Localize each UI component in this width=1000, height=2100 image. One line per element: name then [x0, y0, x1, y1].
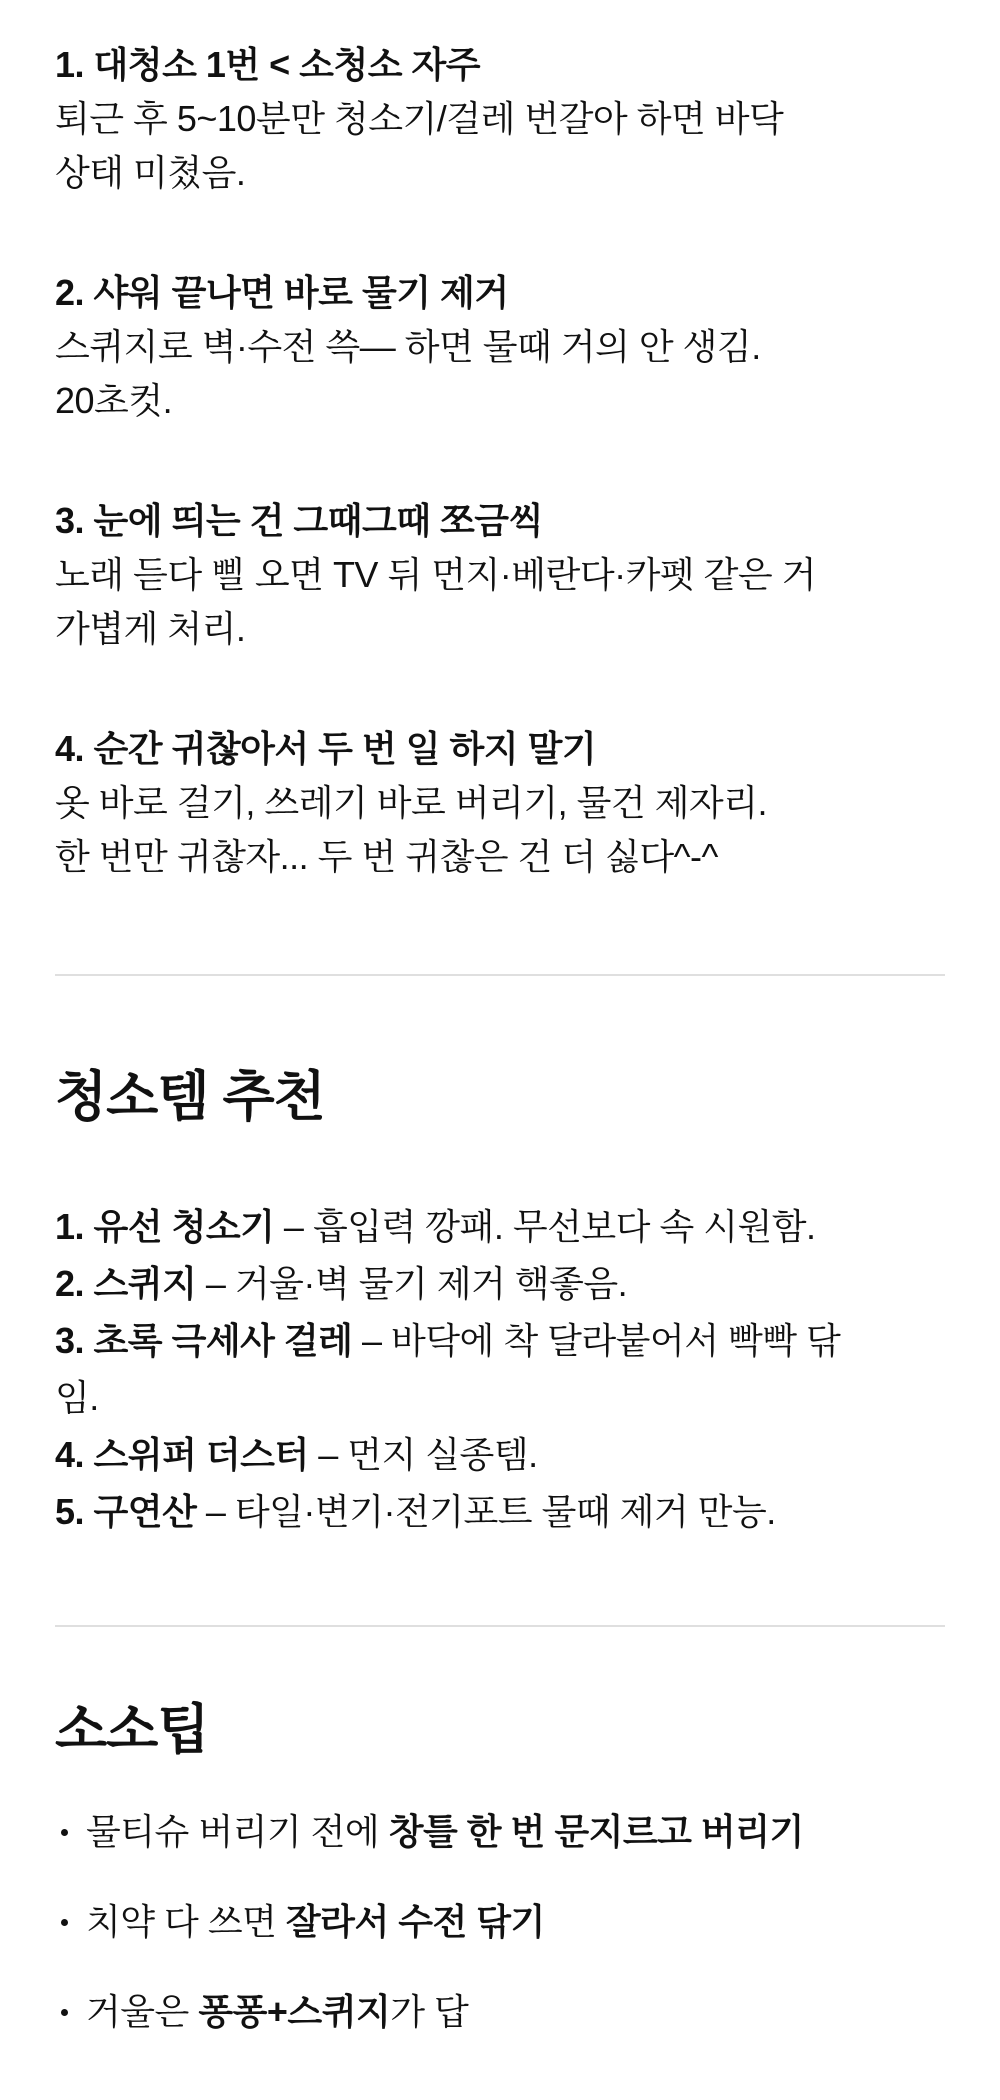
- list-item: [55, 1312, 945, 1369]
- bullet-text: 거울은: [86, 1991, 199, 2032]
- body-line: 가볍게 처리.: [55, 608, 246, 649]
- list-item-name: 3. 초록 극세사 걸레: [55, 1320, 353, 1361]
- bullet-text-bold: 창틀 한 번 문지르고 버리기: [388, 1811, 804, 1852]
- list-item-desc: – 흡입력 깡패. 무선보다 속 시원함.: [274, 1206, 816, 1247]
- list-item: [55, 1198, 945, 1255]
- bullet-text: 물티슈 버리기 전에: [86, 1811, 389, 1852]
- section-heading: 3. 눈에 띄는 건 그때그때 쪼금씩: [55, 500, 543, 541]
- list-item-name: 4. 스위퍼 더스터: [55, 1434, 309, 1475]
- section-heading: 1. 대청소 1번 < 소청소 자주: [55, 44, 481, 85]
- body-line: 옷 바로 걸기, 쓰레기 바로 버리기, 물건 제자리.: [55, 782, 767, 823]
- body-line: 한 번만 귀찮자... 두 번 귀찮은 건 더 싫다^-^: [55, 836, 718, 877]
- tips-title: 소소팁: [55, 1700, 209, 1760]
- section-heading: 2. 샤워 끝나면 바로 물기 제거: [55, 272, 509, 313]
- bullet-text-bold: 퐁퐁+스퀴지: [198, 1991, 391, 2032]
- list-item-name: 2. 스퀴지: [55, 1263, 197, 1304]
- list-item: [55, 1426, 945, 1483]
- body-line: 퇴근 후 5~10분만 청소기/걸레 번갈아 하면 바닥: [55, 98, 784, 139]
- list-item-name: 5. 구연산: [55, 1491, 197, 1532]
- list-item: [55, 1483, 945, 1540]
- list-item-wrap: [55, 1369, 945, 1426]
- body-line: 스퀴지로 벽·수전 쓱— 하면 물때 거의 안 생김.: [55, 326, 761, 367]
- list-item-desc: – 거울·벽 물기 제거 핵좋음.: [196, 1263, 628, 1304]
- bullet-item: [55, 1895, 945, 1949]
- divider: [55, 974, 945, 976]
- divider: [55, 1625, 945, 1627]
- list-item-desc: 임.: [55, 1377, 99, 1418]
- tip-section-3: [55, 494, 945, 656]
- recommend-title: 청소템 추천: [55, 1067, 325, 1127]
- bullet-text: 가 답: [390, 1991, 469, 2032]
- body-line: 상태 미쳤음.: [55, 152, 246, 193]
- bullet-item: [55, 1805, 945, 1859]
- bullet-text: 치약 다 쓰면: [86, 1901, 286, 1942]
- body-line: 20초컷.: [55, 380, 173, 421]
- bullet-dot-icon: [61, 1829, 68, 1836]
- body-line: 노래 듣다 삘 오면 TV 뒤 먼지·베란다·카펫 같은 거: [55, 554, 816, 595]
- list-item-name: 1. 유선 청소기: [55, 1206, 275, 1247]
- bullet-dot-icon: [61, 1919, 68, 1926]
- bullet-dot-icon: [61, 2009, 68, 2016]
- bullet-text-bold: 잘라서 수전 닦기: [285, 1901, 545, 1942]
- list-item-desc: – 타일·변기·전기포트 물때 제거 만능.: [196, 1491, 776, 1532]
- section-heading: 4. 순간 귀찮아서 두 번 일 하지 말기: [55, 728, 597, 769]
- list-item: [55, 1255, 945, 1312]
- tip-section-2: [55, 266, 945, 428]
- tip-section-1: [55, 38, 945, 200]
- recommend-list: [55, 1198, 945, 1540]
- bullet-item: [55, 1985, 945, 2039]
- list-item-desc: – 먼지 실종템.: [308, 1434, 538, 1475]
- tip-section-4: [55, 722, 945, 884]
- tips-bullet-list: [55, 1805, 945, 2039]
- list-item-desc: – 바닥에 착 달라붙어서 빡빡 닦: [352, 1320, 841, 1361]
